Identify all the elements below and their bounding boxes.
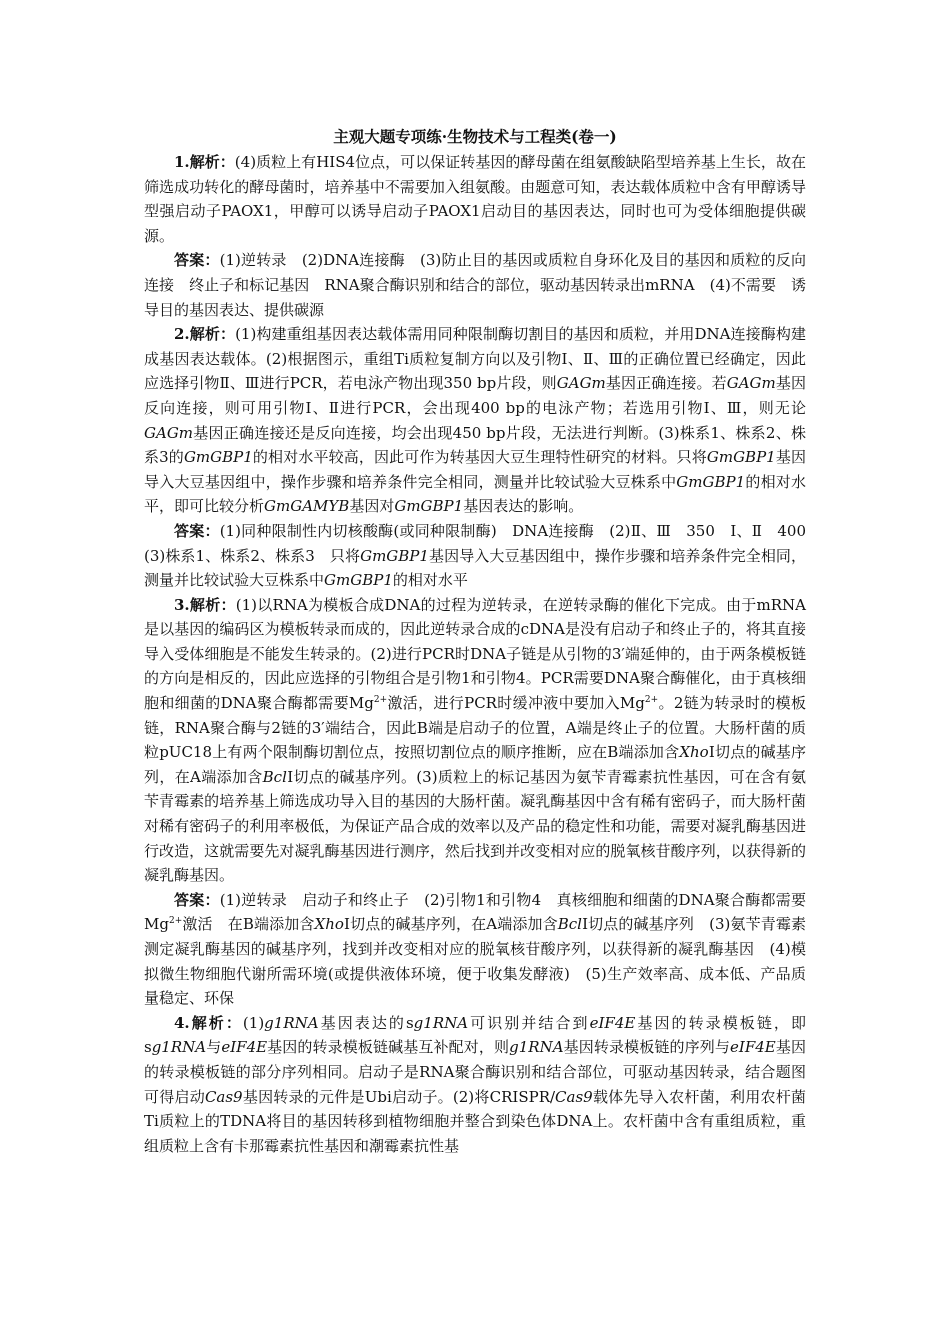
paragraph-label: 1.解析： xyxy=(174,153,235,171)
paragraph-label: 答案： xyxy=(174,890,220,909)
analysis-paragraph xyxy=(144,150,806,248)
paragraph-label: 答案： xyxy=(174,521,220,540)
paragraph-text: (1)构建重组基因表达载体需用同种限制酶切割目的基因和质粒，并用DNA连接酶构建成基因表达载体。(2)根据图示，重组Ti质粒复制方向以及引物Ⅰ、Ⅱ、Ⅲ的正确位置已经确定，因此应选择引物Ⅱ、Ⅲ进行PCR，若电泳产物出现350 bp片段，则GAGm基因正确连接。若GAGm基因反向连接，则可用引物Ⅰ、Ⅱ进行PCR，会出现400 bp的电泳产物；若选用引物Ⅰ、Ⅲ，则无论GAGm基因正确连接还是反向连接，均会出现450 bp片段，无法进行判断。(3)株系1、株系2、株系3的GmGBP1的相对水平较高，因此可作为转基因大豆生理特性研究的材料。只将GmGBP1基因导入大豆基因组中，操作步骤和培养条件完全相同，测量并比较试验大豆株系中GmGBP1的相对水平，即可比较分析GmGAMYB基因对GmGBP1基因表达的影响。 xyxy=(144,325,806,516)
paragraph-label: 3.解析： xyxy=(174,595,236,614)
analysis-paragraph xyxy=(144,1011,806,1159)
paragraph-label: 答案： xyxy=(174,251,220,270)
paragraph-text: (1)g1RNA基因表达的sg1RNA可识别并结合到eIF4E基因的转录模板链，即sg1RNA与eIF4E基因的转录模板链碱基互补配对，则g1RNA基因转录模板链的序列与eIF4E基因的转录模板链的部分序列相同。启动子是RNA聚合酶识别和结合部位，可驱动基因转录，结合题图可得启动Cas9基因转录的元件是Ubi启动子。(2)将CRISPR/Cas9载体先导入农杆菌，利用农杆菌Ti质粒上的TDNA将目的基因转移到植物细胞并整合到染色体DNA上。农杆菌中含有重组质粒，重组质粒上含有卡那霉素抗性基因和潮霉素抗性基 xyxy=(144,1013,806,1155)
answer-paragraph xyxy=(144,248,806,322)
analysis-paragraph xyxy=(144,322,806,519)
paragraph-text: (1)逆转录 (2)DNA连接酶 (3)防止目的基因或质粒自身环化及目的基因和质粒的反向连接 终止子和标记基因 RNA聚合酶识别和结合的部位，驱动基因转录出mRNA (4)不需要 诱导目的基因表达、提供碳源 xyxy=(144,251,806,319)
paragraph-text: (1)同种限制性内切核酸酶(或同种限制酶) DNA连接酶 (2)Ⅱ、Ⅲ 350 Ⅰ、Ⅱ 400 (3)株系1、株系2、株系3 只将GmGBP1基因导入大豆基因组中，操作步骤和培养条件完全相同，测量并比较试验大豆株系中GmGBP1的相对水平 xyxy=(144,521,822,590)
paragraph-label: 4.解析： xyxy=(174,1013,243,1032)
answer-paragraph xyxy=(144,888,822,1011)
paragraph-label: 2.解析： xyxy=(174,325,236,344)
analysis-paragraph xyxy=(144,593,806,888)
paragraph-text: (1)以RNA为模板合成DNA的过程为逆转录，在逆转录酶的催化下完成。由于mRNA是以基因的编码区为模板转录而成的，因此逆转录合成的cDNA是没有启动子和终止子的，将其直接导入受体细胞是不能发生转录的。(2)进行PCR时DNA子链是从引物的3′端延伸的，由于两条模板链的方向是相反的，因此应选择的引物组合是引物1和引物4。PCR需要DNA聚合酶催化，由于真核细胞和细菌的DNA聚合酶都需要$Mg^{2+}$激活，进行PCR时缓冲液中要加入$Mg^{2+}$。2链为转录时的模板链，RNA聚合酶与2链的3′端结合，因此B端是启动子的位置，A端是终止子的位置。大肠杆菌的质粒pUC18上有两个限制酶切割位点，按照切割位点的顺序推断，应在B端添加含XhoⅠ切点的碱基序列，在A端添加含BclⅠ切点的碱基序列。(3)质粒上的标记基因为氨苄青霉素抗性基因，可在含有氨苄青霉素的培养基上筛选成功导入目的基因的大肠杆菌。凝乳酶基因中含有稀有密码子，而大肠杆菌对稀有密码子的利用率极低，为保证产品合成的效率以及产品的稳定性和功能，需要对凝乳酶基因进行改造，这就需要先对凝乳酶基因进行测序，然后找到并改变相对应的脱氧核苷酸序列，以获得新的凝乳酶基因。 xyxy=(144,595,806,885)
paragraph-text: (4)质粒上有HIS4位点，可以保证转基因的酵母菌在组氨酸缺陷型培养基上生长，故在筛选成功转化的酵母菌时，培养基中不需要加入组氨酸。由题意可知，表达载体质粒中含有甲醇诱导型强启动子PAOX1，甲醇可以诱导启动子PAOX1启动目的基因表达，同时也可为受体细胞提供碳源。 xyxy=(144,153,806,245)
page-title: 主观大题专项练·生物技术与工程类(卷一) xyxy=(333,127,617,146)
document-page xyxy=(144,125,822,1158)
document-body xyxy=(144,150,822,1158)
paragraph-text: (1)逆转录 启动子和终止子 (2)引物1和引物4 真核细胞和细菌的DNA聚合酶都需要$Mg^{2+}$激活 在B端添加含XhoⅠ切点的碱基序列，在A端添加含BclⅠ切点的碱基序列 (3)氨苄青霉素 测定凝乳酶基因的碱基序列，找到并改变相对应的脱氧核苷酸序列，以获得新的凝乳酶基因 (4)模拟微生物细胞代谢所需环境(或提供液体环境，便于收集发酵液) (5)生产效率高、成本低、产品质量稳定、环保 xyxy=(144,890,822,1008)
answer-paragraph xyxy=(144,519,822,593)
